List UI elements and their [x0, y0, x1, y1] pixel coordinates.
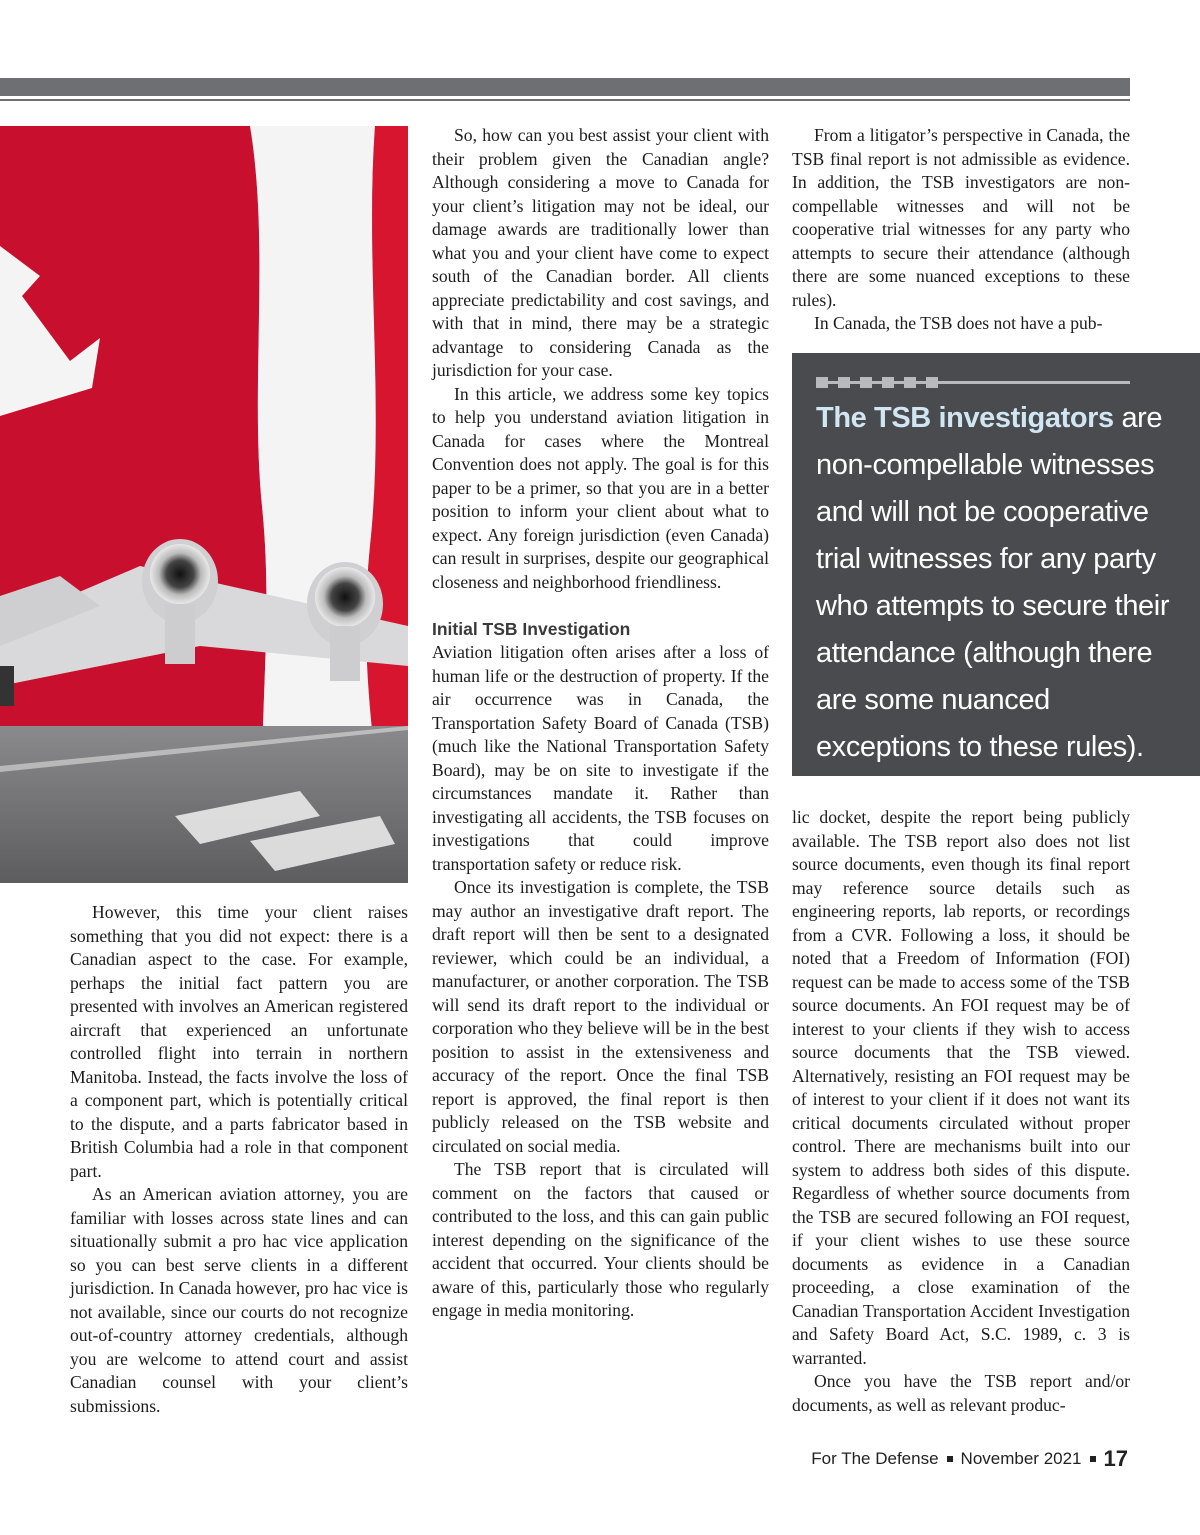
publication-name: For The Defense — [811, 1449, 939, 1468]
canada-flag-airplane-image — [0, 126, 408, 883]
paragraph: From a litigator’s perspective in Canada, the TSB final report is not admissible as evidence. In addition, the TSB investigators are non-compellable witnesses and will not be cooperative trial witnesses for any party who attempts to secure their attendance (although there are some nuanced exceptions to these rules). — [792, 125, 1130, 310]
paragraph: Once its investigation is complete, the TSB may author an investigative draft report. The draft report will then be sent to a designated reviewer, which could be an individual, a manufacturer, or another corporation. The TSB will send its draft report to the individual or corporation who they believe will be in the best position to assist in the extensiveness and accuracy of the report. Once the final TSB report is approved, the final report is then publicly released on the TSB website and circulated on social media. — [432, 877, 769, 1156]
paragraph: In Canada, the TSB does not have a pub- — [814, 313, 1103, 333]
bullet-icon — [947, 1456, 953, 1462]
square-icon — [816, 377, 828, 388]
issue-date: November 2021 — [960, 1449, 1082, 1468]
paragraph: Aviation litigation often arises after a loss of human life or the destruction of property. If the air occurrence was in Canada, the Transportation Safety Board of Canada (TSB) (much like the National Transportation Safety Board), may be on site to investigate if the circumstances mandate it. Rather than investigating all accidents, the TSB focuses on investigations that could improve transportation safety or reduce risk. — [432, 642, 769, 874]
pull-quote-rest: are non-compellable witnesses and will not be cooperative trial witnesses for any party who attempts to secure their attendance (although there are some nuanced exceptions to these rules). — [816, 402, 1170, 763]
paragraph: The TSB report that is circulated will comment on the factors that caused or contributed to the loss, and this can gain public interest depending on the significance of the accident that occurred. Your clients should be aware of this, particularly those who regularly engage in media monitoring. — [432, 1159, 769, 1320]
square-icon — [882, 377, 894, 388]
column-3-top-text — [792, 124, 1130, 336]
paragraph: In this article, we address some key topics to help you understand aviation litigation in Canada for cases where the Montreal Convention does not apply. The goal is for this paper to be a primer, so that you are in a better position to inform your client about what to expect. Any foreign jurisdiction (even Canada) can result in surprises, despite our geographical closeness and neighborhood friendliness. — [432, 383, 769, 592]
header-bar — [0, 78, 1130, 96]
square-icon — [904, 377, 916, 388]
square-icon — [926, 377, 938, 388]
pull-quote-text — [816, 395, 1176, 771]
paragraph: So, how can you best assist your client with their problem given the Canadian angle? Although considering a move to Canada for your client’s litigation may not be ideal, our damage awards are traditionally lower than what you and your client have come to expect south of the Canadian border. All clients appreciate predictability and cost savings, and with that in mind, there may be a strategic advantage to considering Canada as the jurisdiction for your case. — [432, 125, 769, 380]
column-2-text — [432, 124, 769, 1323]
page-footer — [811, 1446, 1128, 1472]
column-1-text — [70, 901, 408, 1418]
section-heading: Initial TSB Investigation — [432, 619, 631, 639]
square-icon — [860, 377, 872, 388]
paragraph: Once you have the TSB report and/or documents, as well as relevant produc- — [792, 1371, 1130, 1415]
column-3-bottom-text — [792, 806, 1130, 1417]
bullet-icon — [1090, 1456, 1096, 1462]
pull-quote — [792, 353, 1200, 776]
header-rule — [0, 99, 1130, 101]
paragraph: However, this time your client raises something that you did not expect: there is a Canadian aspect to the case. For example, perhaps the initial fact pattern you are presented with involves an American registered aircraft that experienced an unfortunate controlled flight into terrain in northern Manitoba. Instead, the facts involve the loss of a component part, which is potentially critical to the dispute, and a parts fabricator based in British Columbia had a role in that component part. — [70, 902, 408, 1181]
pull-quote-lead: The TSB investigators — [816, 402, 1114, 434]
decorative-squares — [816, 377, 1130, 388]
square-icon — [838, 377, 850, 388]
paragraph: lic docket, despite the report being publicly available. The TSB report also does not list source documents, even though its final report may reference source details such as engineering reports, lab reports, or recordings from a CVR. Following a loss, it should be noted that a Freedom of Information (FOI) request can be made to access some of the TSB source documents. An FOI request may be of interest to your clients if they wish to access source documents that the TSB viewed. Alternatively, resisting an FOI request may be of interest to your client if it does not want its critical documents circulated without proper control. There are mechanisms built into our system to address both sides of this dispute. Regardless of whether source documents from the TSB are secured following an FOI request, if your client wishes to use these source documents as evidence in a Canadian proceeding, a close examination of the Canadian Transportation Accident Investigation and Safety Board Act, S.C. 1989, c. 3 is warranted. — [792, 807, 1130, 1368]
page-number: 17 — [1103, 1446, 1128, 1471]
paragraph: As an American aviation attorney, you are familiar with losses across state lines and can situationally submit a pro hac vice application so you can best serve clients in a different jurisdiction. In Canada however, pro hac vice is not available, since our courts do not recognize out-of-country attorney credentials, although you are welcome to attend court and assist Canadian counsel with your client’s submissions. — [70, 1184, 408, 1416]
